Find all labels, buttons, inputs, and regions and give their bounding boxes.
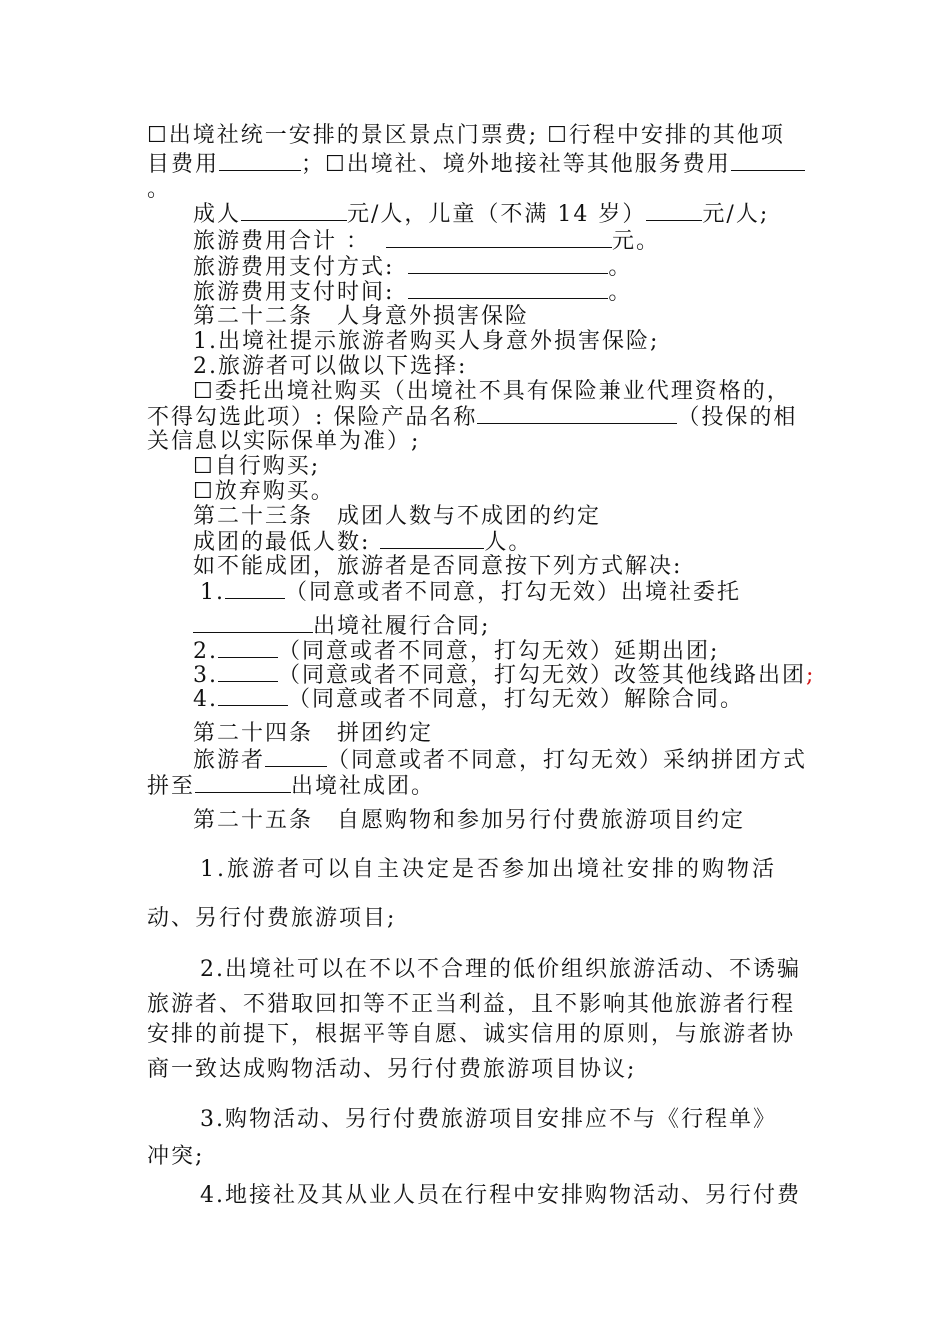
blank-field[interactable] xyxy=(408,253,608,274)
blank-field[interactable] xyxy=(646,200,702,221)
insurance-option-entrust: ☐委托出境社购买（出境社不具有保险兼业代理资格的， xyxy=(193,379,791,404)
combine-group-line: 旅游者 （同意或者不同意，打勾无效）采纳拼团方式 xyxy=(193,748,808,773)
blank-field[interactable] xyxy=(218,637,278,658)
payment-time-line: 旅游费用支付时间: 。 xyxy=(193,280,633,305)
blank-field[interactable] xyxy=(225,578,285,599)
blank-field[interactable] xyxy=(386,227,612,248)
group-fail-intro: 如不能成团，旅游者是否同意按下列方式解决: xyxy=(193,554,683,579)
article-25-heading: 第二十五条 自愿购物和参加另行付费旅游项目约定 xyxy=(193,808,746,833)
article-25-item-1-cont: 动、另行付费旅游项目; xyxy=(147,906,397,931)
combine-group-line-cont: 拼至 出境社成团。 xyxy=(147,774,436,799)
blank-field[interactable] xyxy=(219,150,301,171)
group-fail-option-1: 1. （同意或者不同意，打勾无效）出境社委托 xyxy=(200,580,742,605)
article-25-item-2-cont-1: 旅游者、不猎取回扣等不正当利益，且不影响其他旅游者行程 xyxy=(147,992,796,1017)
insurance-option-entrust-end: 关信息以实际保单为准）; xyxy=(147,429,421,454)
fee-line-2: 目费用 ；☐出境社、境外地接社等其他服务费用 xyxy=(0,150,950,179)
blank-field[interactable] xyxy=(380,528,484,549)
article-22-item-2: 2.旅游者可以做以下选择: xyxy=(193,354,468,379)
article-25-item-2-cont-3: 商一致达成购物活动、另行付费旅游项目协议; xyxy=(147,1057,637,1082)
article-25-item-2: 2.出境社可以在不以不合理的低价组织旅游活动、不诱骗 xyxy=(200,957,801,982)
article-22-heading: 第二十二条 人身意外损害保险 xyxy=(193,304,530,329)
blank-field[interactable] xyxy=(731,150,805,171)
total-fee-line: 旅游费用合计 ： 元。 xyxy=(193,229,661,254)
group-fail-option-3: 3. （同意或者不同意，打勾无效）改签其他线路出团; xyxy=(193,663,816,688)
article-25-item-2-cont-2: 安排的前提下，根据平等自愿、诚实信用的原则，与旅游者协 xyxy=(147,1022,796,1047)
group-fail-option-4: 4. （同意或者不同意，打勾无效）解除合同。 xyxy=(193,687,745,712)
blank-field[interactable] xyxy=(265,746,327,767)
insurance-option-self: ☐自行购买; xyxy=(193,454,321,479)
blank-field[interactable] xyxy=(241,200,347,221)
blank-field[interactable] xyxy=(195,772,291,793)
article-25-item-3-cont: 冲突; xyxy=(147,1144,205,1169)
insurance-option-waive: ☐放弃购买。 xyxy=(193,479,335,504)
article-25-item-1: 1.旅游者可以自主决定是否参加出境社安排的购物活 xyxy=(200,857,777,882)
blank-field[interactable] xyxy=(218,685,288,706)
group-fail-option-1-cont: 出境社履行合同; xyxy=(0,612,950,641)
article-22-item-1: 1.出境社提示旅游者购买人身意外损害保险; xyxy=(193,329,660,354)
blank-field[interactable] xyxy=(193,612,313,633)
group-fail-option-2: 2. （同意或者不同意，打勾无效）延期出团; xyxy=(193,639,720,664)
min-group-size-line: 成团的最低人数: 人。 xyxy=(193,530,533,555)
fee-line-3: 。 xyxy=(147,177,172,202)
article-23-heading: 第二十三条 成团人数与不成团的约定 xyxy=(193,504,602,529)
article-25-item-3: 3.购物活动、另行付费旅游项目安排应不与《行程单》 xyxy=(200,1107,777,1132)
article-25-item-4: 4.地接社及其从业人员在行程中安排购物活动、另行付费 xyxy=(200,1183,801,1208)
price-line: 成人 元/人，儿童（不满 14 岁） 元/人; xyxy=(193,202,770,227)
blank-field[interactable] xyxy=(477,403,677,424)
fee-line-1: ☐出境社统一安排的景区景点门票费; ☐行程中安排的其他项 xyxy=(147,123,785,148)
article-24-heading: 第二十四条 拼团约定 xyxy=(193,721,434,746)
blank-field[interactable] xyxy=(408,278,608,299)
insurance-option-entrust-cont: 不得勾选此项）: 保险产品名称 （投保的相 xyxy=(147,405,798,430)
payment-method-line: 旅游费用支付方式: 。 xyxy=(193,255,633,280)
blank-field[interactable] xyxy=(218,661,278,682)
